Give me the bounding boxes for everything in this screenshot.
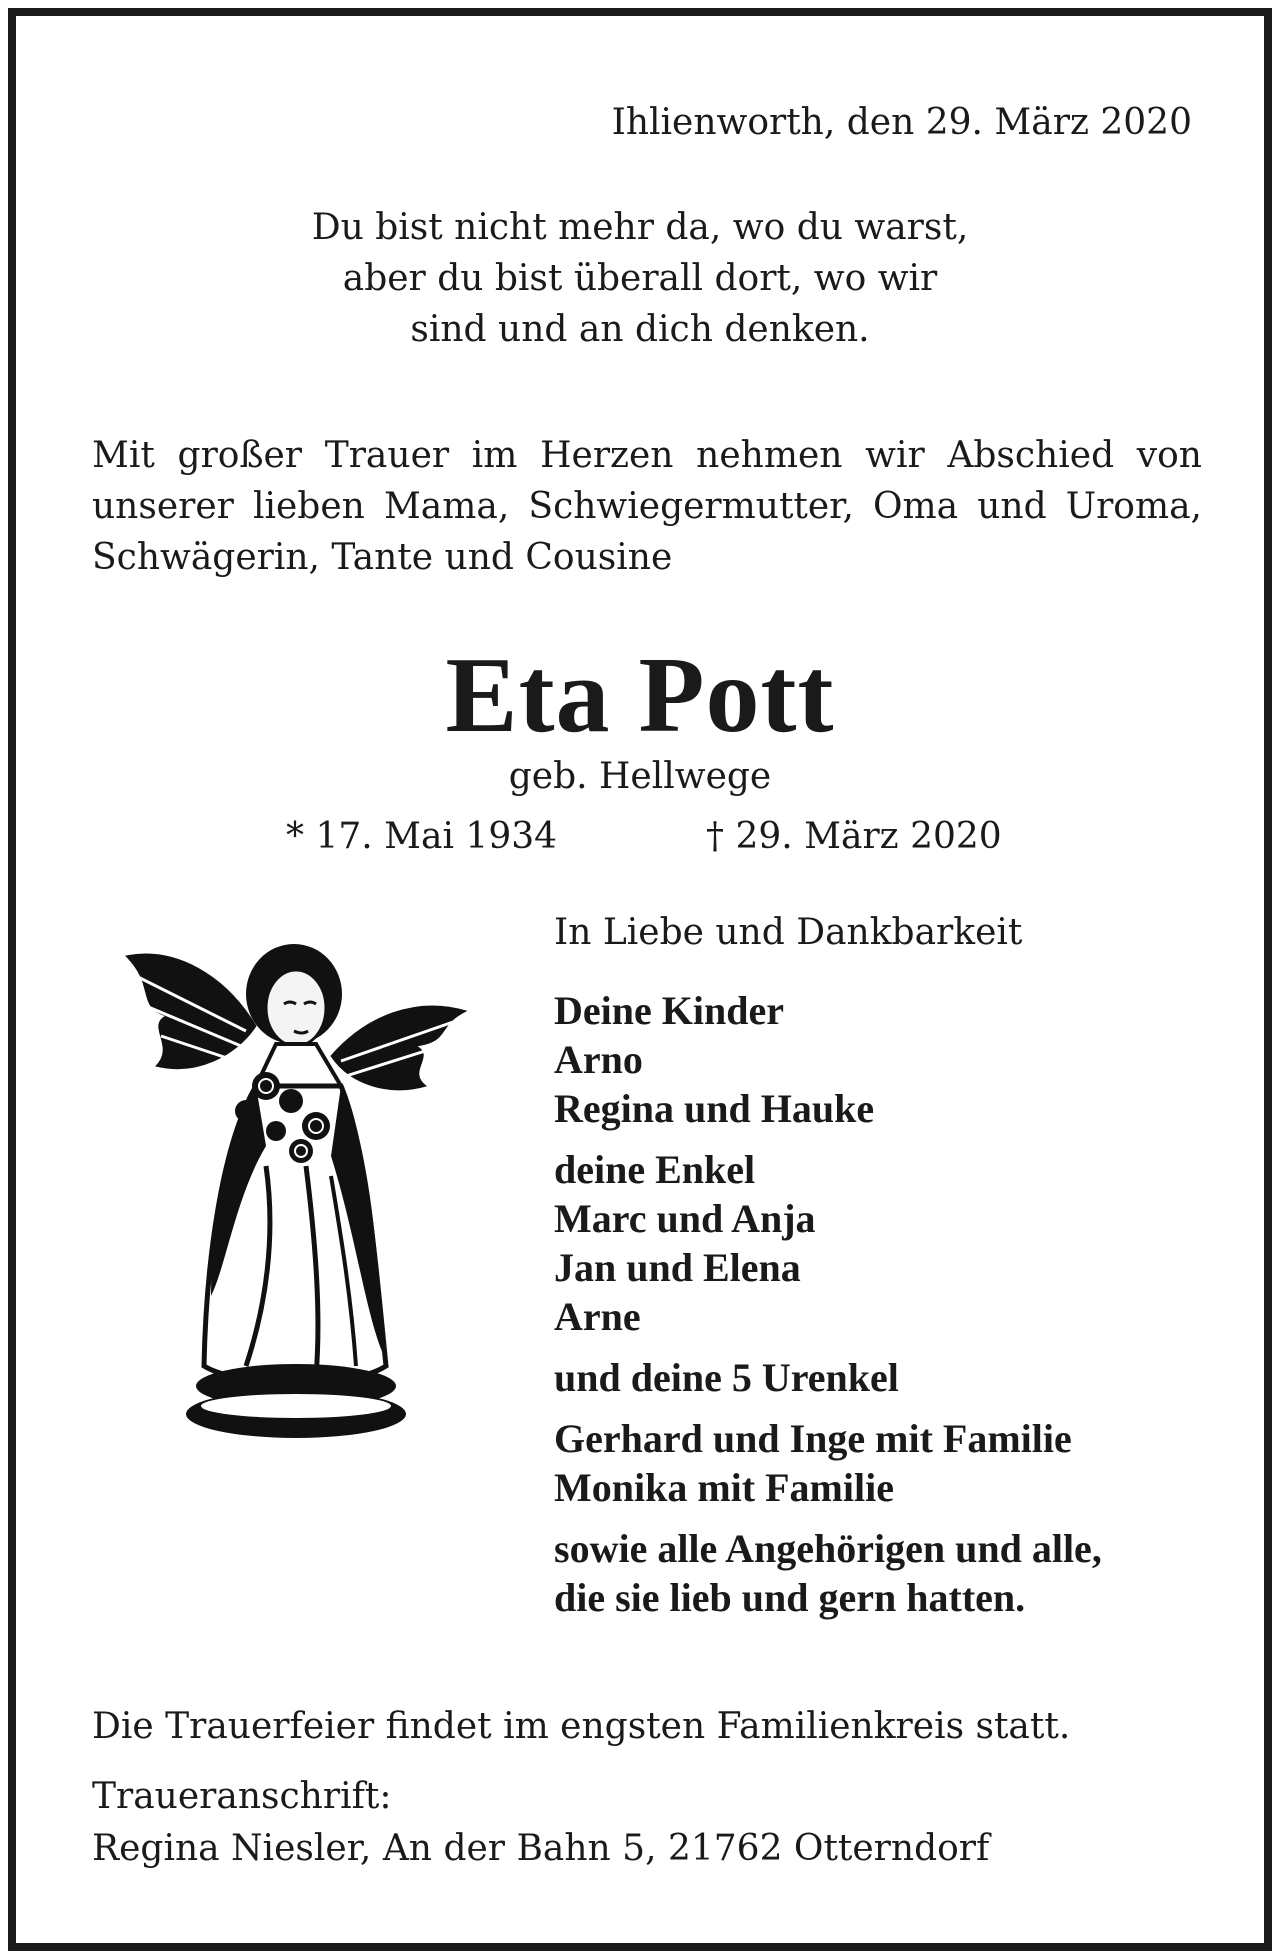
mourner-line: Jan und Elena <box>554 1245 801 1290</box>
mourner-line: Gerhard und Inge mit Familie <box>554 1416 1072 1461</box>
ceremony-note: Die Trauerfeier findet im engsten Familienkreis statt. <box>92 1706 1071 1747</box>
place-date: Ihlienworth, den 29. März 2020 <box>611 102 1192 143</box>
mourner-line: sowie alle Angehörigen und alle, <box>554 1526 1102 1571</box>
mourning-address: Regina Niesler, An der Bahn 5, 21762 Otterndorf <box>92 1828 990 1869</box>
verse-line: Du bist nicht mehr da, wo du warst, <box>311 207 969 248</box>
address-label: Traueranschrift: <box>92 1776 392 1817</box>
mourner-line: und deine 5 Urenkel <box>554 1355 899 1400</box>
deceased-name: Eta Pott <box>445 636 835 755</box>
mourner-line: Deine Kinder <box>554 988 784 1033</box>
memorial-verse <box>16 202 1264 355</box>
mourner-line: Monika mit Familie <box>554 1465 894 1510</box>
dedication: In Liebe und Dankbarkeit <box>554 912 1023 953</box>
mourner-line: Regina und Hauke <box>554 1086 875 1131</box>
death-date: † 29. März 2020 <box>706 816 1002 857</box>
angel-figure-icon <box>116 936 476 1446</box>
intro-text: Mit großer Trauer im Herzen nehmen wir Abschied von unserer lieben Mama, Schwiegermutter, Oma und Uroma, Schwägerin, Tante und Cousine <box>92 435 1202 578</box>
verse-line: sind und an dich denken. <box>410 309 870 350</box>
mourner-line: deine Enkel <box>554 1147 756 1192</box>
mourner-line: Arne <box>554 1294 641 1339</box>
birth-date: * 17. Mai 1934 <box>286 816 558 857</box>
mourner-line: die sie lieb und gern hatten. <box>554 1575 1026 1620</box>
mourner-line: Arno <box>554 1037 643 1082</box>
obituary-frame <box>8 8 1272 1951</box>
maiden-name: geb. Hellwege <box>508 756 772 797</box>
verse-line: aber du bist überall dort, wo wir <box>342 258 938 299</box>
mourner-line: Marc und Anja <box>554 1196 816 1241</box>
mourners-list <box>554 986 1244 1622</box>
